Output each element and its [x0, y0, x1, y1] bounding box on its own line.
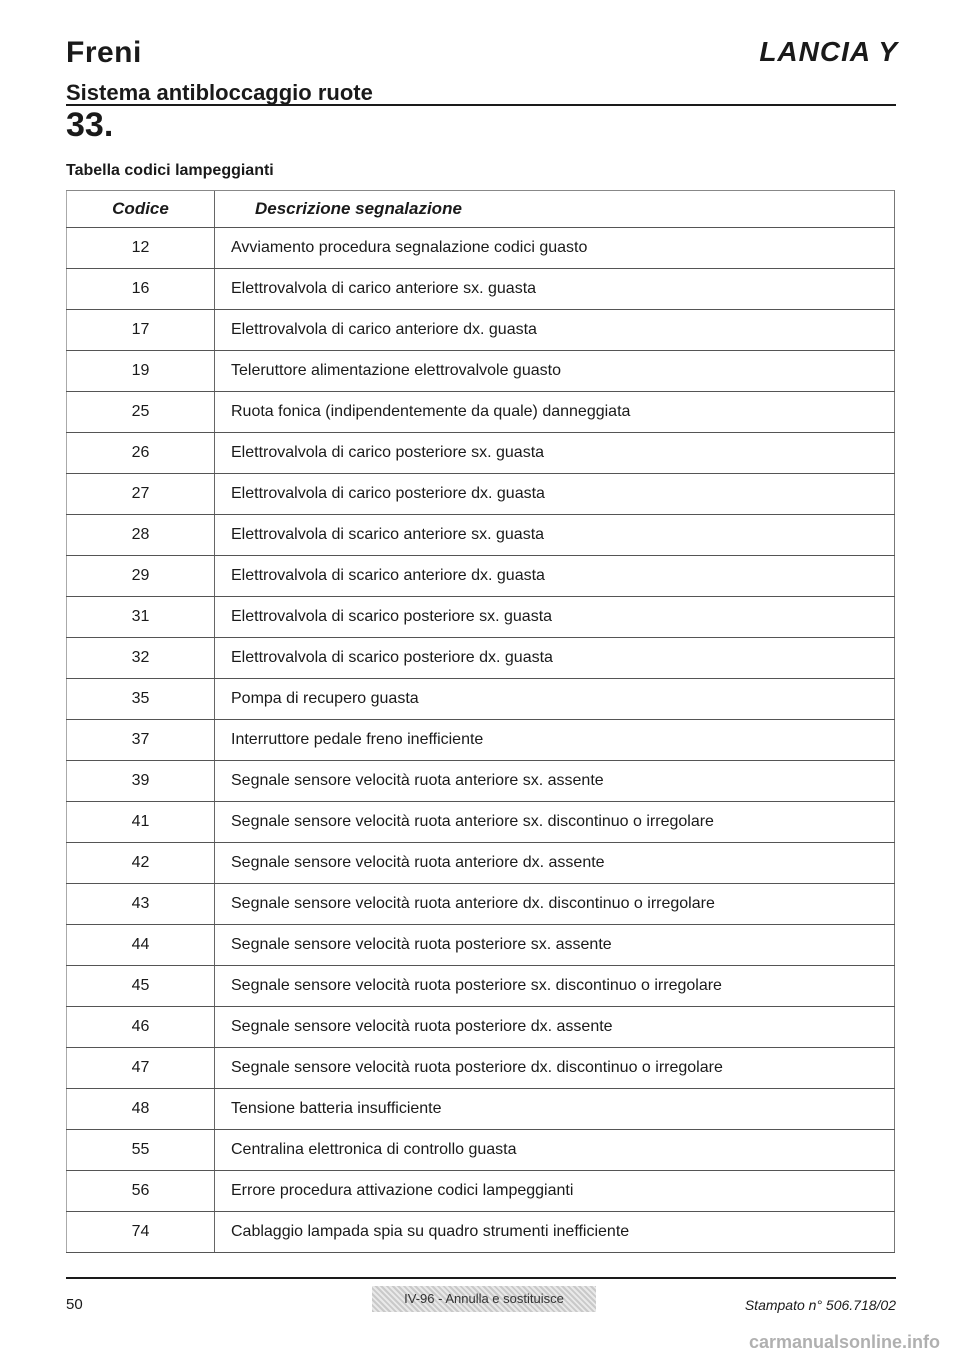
- table-row: [67, 515, 895, 556]
- code-cell: 26: [67, 433, 215, 474]
- description-cell: Ruota fonica (indipendentemente da quale) danneggiata: [215, 392, 895, 433]
- description-cell: Elettrovalvola di carico posteriore dx. guasta: [215, 474, 895, 515]
- table-row: [67, 310, 895, 351]
- description-cell: Elettrovalvola di scarico posteriore dx. guasta: [215, 638, 895, 679]
- code-cell: 19: [67, 351, 215, 392]
- description-cell: Cablaggio lampada spia su quadro strumenti inefficiente: [215, 1212, 895, 1253]
- table-row: [67, 761, 895, 802]
- code-cell: 44: [67, 925, 215, 966]
- description-cell: Interruttore pedale freno inefficiente: [215, 720, 895, 761]
- description-cell: Elettrovalvola di scarico anteriore dx. guasta: [215, 556, 895, 597]
- table-row: [67, 638, 895, 679]
- description-cell: Segnale sensore velocità ruota anteriore dx. assente: [215, 843, 895, 884]
- description-cell: Elettrovalvola di carico anteriore dx. guasta: [215, 310, 895, 351]
- table-row: [67, 1089, 895, 1130]
- code-cell: 46: [67, 1007, 215, 1048]
- code-cell: 43: [67, 884, 215, 925]
- code-cell: 29: [67, 556, 215, 597]
- code-cell: 47: [67, 1048, 215, 1089]
- description-cell: Segnale sensore velocità ruota posteriore dx. discontinuo o irregolare: [215, 1048, 895, 1089]
- description-cell: Elettrovalvola di carico anteriore sx. guasta: [215, 269, 895, 310]
- description-cell: Pompa di recupero guasta: [215, 679, 895, 720]
- code-cell: 55: [67, 1130, 215, 1171]
- table-row: [67, 1048, 895, 1089]
- table-row: [67, 925, 895, 966]
- table-row: [67, 597, 895, 638]
- description-cell: Teleruttore alimentazione elettrovalvole guasto: [215, 351, 895, 392]
- description-cell: Segnale sensore velocità ruota posteriore sx. assente: [215, 925, 895, 966]
- page-number: 50: [66, 1296, 83, 1313]
- table-row: [67, 351, 895, 392]
- table-row: [67, 720, 895, 761]
- table-row: [67, 1007, 895, 1048]
- code-cell: 42: [67, 843, 215, 884]
- code-cell: 35: [67, 679, 215, 720]
- description-cell: Segnale sensore velocità ruota posteriore dx. assente: [215, 1007, 895, 1048]
- code-cell: 31: [67, 597, 215, 638]
- description-cell: Segnale sensore velocità ruota anteriore dx. discontinuo o irregolare: [215, 884, 895, 925]
- table-row: [67, 966, 895, 1007]
- blink-codes-table: [66, 190, 895, 1253]
- code-cell: 74: [67, 1212, 215, 1253]
- code-cell: 37: [67, 720, 215, 761]
- description-cell: Elettrovalvola di carico posteriore sx. guasta: [215, 433, 895, 474]
- document-subtitle: Sistema antibloccaggio ruote: [66, 80, 373, 105]
- table-row: [67, 269, 895, 310]
- table-row: [67, 228, 895, 269]
- table-row: [67, 556, 895, 597]
- table-row: [67, 843, 895, 884]
- column-header-description: Descrizione segnalazione: [215, 191, 895, 228]
- table-row: [67, 884, 895, 925]
- code-cell: 27: [67, 474, 215, 515]
- description-cell: Tensione batteria insufficiente: [215, 1089, 895, 1130]
- code-cell: 56: [67, 1171, 215, 1212]
- table-body: [67, 228, 895, 1253]
- table-row: [67, 433, 895, 474]
- footer-divider: [66, 1277, 896, 1279]
- column-header-code: Codice: [67, 191, 215, 228]
- revision-stamp: IV-96 - Annulla e sostituisce: [372, 1286, 596, 1312]
- table-row: [67, 679, 895, 720]
- code-cell: 48: [67, 1089, 215, 1130]
- code-cell: 32: [67, 638, 215, 679]
- print-reference: Stampato n° 506.718/02: [744, 1297, 896, 1313]
- code-cell: 25: [67, 392, 215, 433]
- table-row: [67, 802, 895, 843]
- table-row: [67, 1171, 895, 1212]
- description-cell: Elettrovalvola di scarico posteriore sx. guasta: [215, 597, 895, 638]
- description-cell: Segnale sensore velocità ruota anteriore sx. discontinuo o irregolare: [215, 802, 895, 843]
- code-cell: 16: [67, 269, 215, 310]
- table-row: [67, 1212, 895, 1253]
- code-cell: 41: [67, 802, 215, 843]
- code-cell: 39: [67, 761, 215, 802]
- description-cell: Centralina elettronica di controllo guasta: [215, 1130, 895, 1171]
- description-cell: Elettrovalvola di scarico anteriore sx. guasta: [215, 515, 895, 556]
- table-row: [67, 1130, 895, 1171]
- section-number: 33.: [66, 106, 114, 144]
- description-cell: Errore procedura attivazione codici lampeggianti: [215, 1171, 895, 1212]
- description-cell: Segnale sensore velocità ruota anteriore sx. assente: [215, 761, 895, 802]
- table-row: [67, 392, 895, 433]
- code-cell: 28: [67, 515, 215, 556]
- table-row: [67, 474, 895, 515]
- code-cell: 12: [67, 228, 215, 269]
- code-cell: 45: [67, 966, 215, 1007]
- table-header-row: [67, 191, 895, 228]
- table-caption: Tabella codici lampeggianti: [66, 162, 274, 179]
- code-cell: 17: [67, 310, 215, 351]
- watermark: carmanualsonline.info: [748, 1332, 940, 1352]
- description-cell: Segnale sensore velocità ruota posteriore sx. discontinuo o irregolare: [215, 966, 895, 1007]
- header-divider: [66, 104, 896, 106]
- document-title: Freni: [66, 36, 142, 69]
- brand-logo-text: LANCIA Y: [759, 36, 898, 67]
- description-cell: Avviamento procedura segnalazione codici guasto: [215, 228, 895, 269]
